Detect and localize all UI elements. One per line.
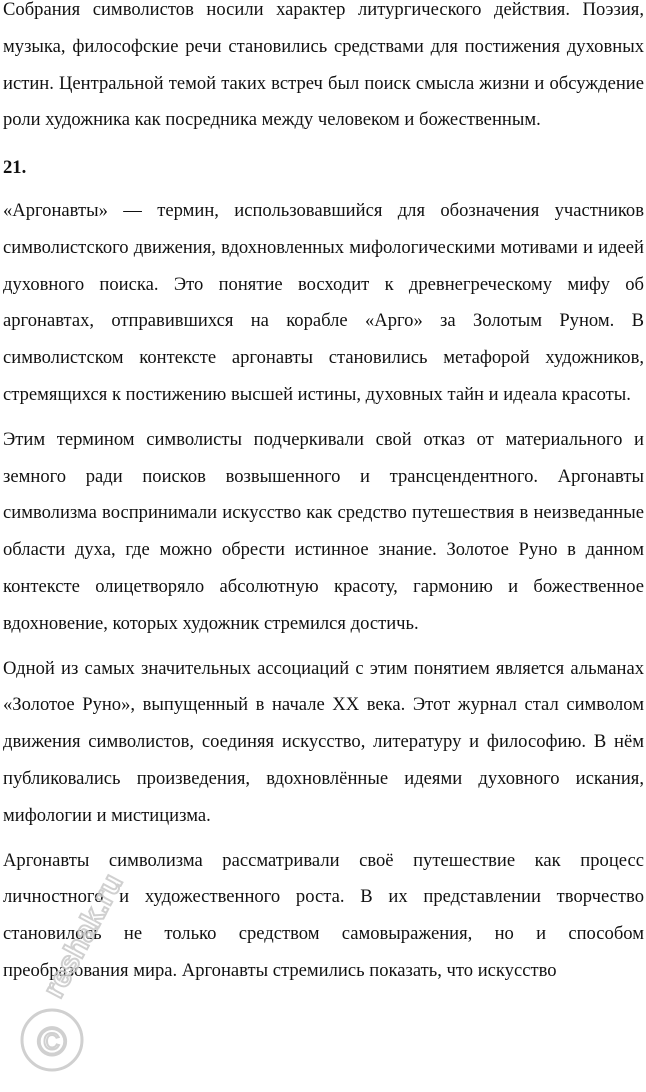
watermark-copyright-symbol: © bbox=[37, 1020, 67, 1064]
paragraph-argonauts-definition: «Аргонавты» — термин, использовавшийся для обозначения участников символистского движения, вдохновленных мифологическими мотивами и идеей духовного поиска. Это понятие восходит к древнегреческому мифу об аргонавтах, отправившихся на корабле «Арго» за Золотым Руном. В символистском контексте аргонавты становились метафорой художников, стремящихся к постижению высшей истины, духовных тайн и идеала красоты. bbox=[3, 199, 644, 405]
document-page bbox=[3, 0, 644, 990]
paragraph-personal-growth: Аргонавты символизма рассматривали своё путешествие как процесс личностного и художественного роста. В их представлении творчество становилось не только средством самовыражения, но и способом преобразования мира. Аргонавты стремились показать, что искусство bbox=[3, 849, 644, 981]
section-number-heading: 21. bbox=[3, 157, 27, 179]
watermark-text: reshak.ru bbox=[37, 868, 130, 1004]
paragraph-argonauts-rejection: Этим термином символисты подчеркивали свой отказ от материального и земного ради поисков возвышенного и трансцендентного. Аргонавты символизма воспринимали искусство как средство путешествия в неизведанные области духа, где можно обрести истинное знание. Золотое Руно в данном контексте олицетворяло абсолютную красоту, гармонию и божественное вдохновение, которых художник стремился достичь. bbox=[3, 428, 644, 634]
paragraph-golden-fleece-almanac: Одной из самых значительных ассоциаций с этим понятием является альманах «Золотое Руно», выпущенный в начале XX века. Этот журнал стал символом движения символистов, соединяя искусство, литературу и философию. В нём публиковались произведения, вдохновлённые идеями духовного искания, мифологии и мистицизма. bbox=[3, 657, 644, 826]
watermark-circle bbox=[22, 1010, 82, 1070]
paragraph-liturgical-meetings: Собрания символистов носили характер литургического действия. Поэзия, музыка, философские речи становились средствами для постижения духовных истин. Центральной темой таких встреч был поиск смысла жизни и обсуждение роли художника как посредника между человеком и божественным. bbox=[3, 0, 644, 131]
